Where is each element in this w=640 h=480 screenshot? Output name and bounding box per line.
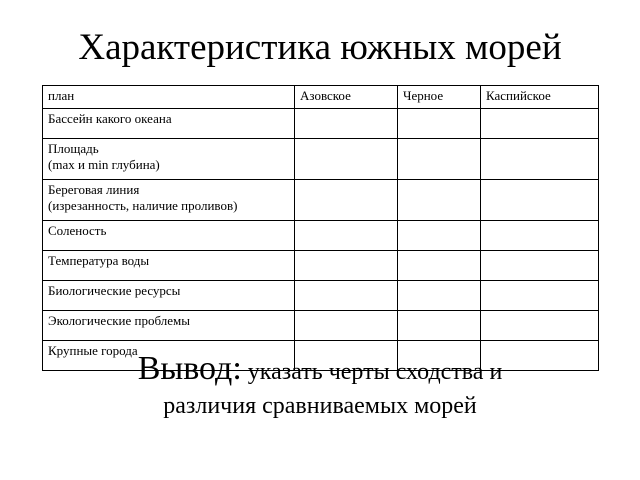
row-label: Крупные города [43,341,295,371]
conclusion-text [0,352,640,423]
header-sea-caspian: Каспийское [481,86,599,109]
row-label: Экологические проблемы [43,311,295,341]
table-cell [398,180,481,221]
header-sea-azov: Азовское [295,86,398,109]
table-cell [481,139,599,180]
table-cell [295,180,398,221]
row-label: Температура воды [43,251,295,281]
table-cell [398,221,481,251]
conclusion-heading: Вывод: [137,350,242,387]
table-cell [398,139,481,180]
table-cell [481,281,599,311]
table-cell [295,109,398,139]
table-row [43,109,599,139]
table-row [43,281,599,311]
table-row [43,139,599,180]
table-row [43,251,599,281]
conclusion-line-1: указать черты сходства и [247,359,503,385]
slide-title: Характеристика южных морей [78,27,562,68]
row-label: Бассейн какого океана [43,109,295,139]
table-header-row [43,86,599,109]
row-label: Береговая линия (изрезанность, наличие проливов) [43,180,295,221]
row-label: Соленость [43,221,295,251]
table-cell [295,139,398,180]
row-label: Площадь (max и min глубина) [43,139,295,180]
table-row [43,311,599,341]
table-cell [481,109,599,139]
header-corner-label: план [43,86,295,109]
header-sea-black: Черное [398,86,481,109]
table-cell [398,311,481,341]
table-cell [398,251,481,281]
table-cell [295,281,398,311]
table-cell [295,311,398,341]
table-cell [481,251,599,281]
table-row [43,180,599,221]
table-cell [481,221,599,251]
conclusion-first-line [0,352,640,389]
table-cell [295,221,398,251]
table-cell [481,180,599,221]
table-cell [398,281,481,311]
table-row [43,221,599,251]
conclusion-line-2: различия сравниваемых морей [163,393,477,419]
row-label: Биологические ресурсы [43,281,295,311]
table-cell [398,109,481,139]
table-cell [295,251,398,281]
table-cell [481,311,599,341]
comparison-table [42,85,599,371]
